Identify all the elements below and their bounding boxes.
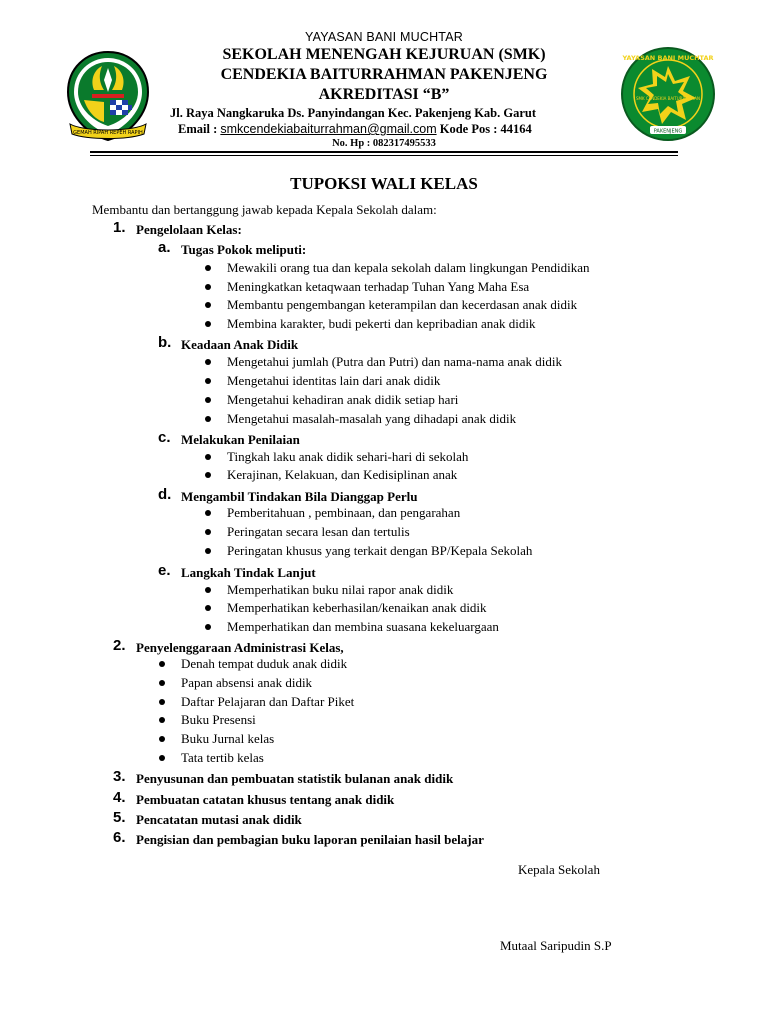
subsection-title: Keadaan Anak Didik xyxy=(181,337,299,352)
list-item: Papan absensi anak didik xyxy=(181,675,313,690)
logo-right-ring-text: YAYASAN BANI MUCHTAR xyxy=(622,54,714,62)
list-item: Pemberitahuan , pembinaan, dan pengarahan xyxy=(227,505,461,520)
subsection-letter: a. xyxy=(158,239,171,256)
section-number: 5. xyxy=(113,809,126,826)
section-title: Pengisian dan pembagian buku laporan penilaian hasil belajar xyxy=(136,832,484,847)
signature-role: Kepala Sekolah xyxy=(518,862,600,877)
bullet-icon xyxy=(205,284,211,290)
list-item: Memperhatikan keberhasilan/kenaikan anak didik xyxy=(227,600,487,615)
subsection-letter: d. xyxy=(158,486,172,503)
list-item: Peringatan secara lesan dan tertulis xyxy=(227,524,410,539)
bullet-icon xyxy=(205,454,211,460)
document-intro: Membantu dan bertanggung jawab kepada Kepala Sekolah dalam: xyxy=(92,202,437,217)
list-item: Peringatan khusus yang terkait dengan BP/Kepala Sekolah xyxy=(227,543,533,558)
subsection-letter: b. xyxy=(158,334,172,351)
section-number: 6. xyxy=(113,829,126,846)
bullet-icon xyxy=(205,548,211,554)
section-number: 1. xyxy=(113,219,126,236)
subsection-title: Melakukan Penilaian xyxy=(181,432,300,447)
list-item: Meningkatkan ketaqwaan terhadap Tuhan Yang Maha Esa xyxy=(227,279,530,294)
bullet-icon xyxy=(205,605,211,611)
bullet-icon xyxy=(159,755,165,761)
section-number: 3. xyxy=(113,768,126,785)
bullet-icon xyxy=(205,321,211,327)
list-item: Mengetahui identitas lain dari anak didik xyxy=(227,373,441,388)
bullet-icon xyxy=(205,265,211,271)
contact-line xyxy=(178,122,532,137)
bullet-icon xyxy=(205,587,211,593)
phone-number: No. Hp : 082317495533 xyxy=(332,138,436,149)
document-title: TUPOKSI WALI KELAS xyxy=(290,174,478,193)
school-type: SEKOLAH MENENGAH KEJURUAN (SMK) xyxy=(222,46,546,63)
bullet-icon xyxy=(205,510,211,516)
section-title: Penyusunan dan pembuatan statistik bulanan anak didik xyxy=(136,771,454,786)
list-item: Mewakili orang tua dan kepala sekolah dalam lingkungan Pendidikan xyxy=(227,260,590,275)
bullet-icon xyxy=(205,416,211,422)
list-item: Membantu pengembangan keterampilan dan kecerdasan anak didik xyxy=(227,297,578,312)
bullet-icon xyxy=(205,397,211,403)
subsection-title: Langkah Tindak Lanjut xyxy=(181,565,316,580)
school-name: CENDEKIA BAITURRAHMAN PAKENJENG xyxy=(220,66,548,83)
email-label: Email : xyxy=(178,122,218,136)
signature-name: Mutaal Saripudin S.P xyxy=(500,938,612,953)
bullet-icon xyxy=(205,378,211,384)
bullet-icon xyxy=(205,624,211,630)
section-title: Penyelenggaraan Administrasi Kelas, xyxy=(136,640,344,655)
subsection-title: Mengambil Tindakan Bila Dianggap Perlu xyxy=(181,489,418,504)
foundation-name: YAYASAN BANI MUCHTAR xyxy=(305,30,463,44)
list-item: Tingkah laku anak didik sehari-hari di sekolah xyxy=(227,449,469,464)
list-item: Mengetahui jumlah (Putra dan Putri) dan nama-nama anak didik xyxy=(227,354,563,369)
list-item: Memperhatikan buku nilai rapor anak didik xyxy=(227,582,454,597)
logo-right-ribbon: PAKENJENG xyxy=(653,128,683,135)
bullet-icon xyxy=(205,529,211,535)
subsection-letter: c. xyxy=(158,429,171,446)
bullet-icon xyxy=(159,661,165,667)
list-item: Mengetahui kehadiran anak didik setiap hari xyxy=(227,392,459,407)
school-address: Jl. Raya Nangkaruka Ds. Panyindangan Kec. Pakenjeng Kab. Garut xyxy=(170,106,537,120)
list-item: Memperhatikan dan membina suasana kekeluargaan xyxy=(227,619,499,634)
section-title: Pengelolaan Kelas: xyxy=(136,222,242,237)
bullet-icon xyxy=(205,302,211,308)
subsection-letter: e. xyxy=(158,562,171,579)
subsection-title: Tugas Pokok meliputi: xyxy=(181,242,307,257)
bullet-icon xyxy=(205,472,211,478)
list-item: Membina karakter, budi pekerti dan kepribadian anak didik xyxy=(227,316,536,331)
list-item: Kerajinan, Kelakuan, dan Kedisiplinan anak xyxy=(227,467,458,482)
section-number: 2. xyxy=(113,637,126,654)
bullet-icon xyxy=(159,699,165,705)
bullet-icon xyxy=(205,359,211,365)
section-title: Pembuatan catatan khusus tentang anak didik xyxy=(136,792,395,807)
email-link[interactable]: smkcendekiabaiturrahman@gmail.com xyxy=(220,122,437,136)
bullet-icon xyxy=(159,717,165,723)
logo-right-inner-text: SMK CENDEKIA BAITURRAHMAN xyxy=(636,96,700,101)
bullet-icon xyxy=(159,680,165,686)
list-item: Tata tertib kelas xyxy=(181,750,264,765)
accreditation: AKREDITASI “B” xyxy=(318,86,450,103)
section-number: 4. xyxy=(113,789,126,806)
header-divider-thin xyxy=(90,155,678,156)
section-title: Pencatatan mutasi anak didik xyxy=(136,812,302,827)
bullet-icon xyxy=(159,736,165,742)
list-item: Mengetahui masalah-masalah yang dihadapi anak didik xyxy=(227,411,517,426)
list-item: Buku Jurnal kelas xyxy=(181,731,275,746)
list-item: Denah tempat duduk anak didik xyxy=(181,656,348,671)
postcode: Kode Pos : 44164 xyxy=(439,122,532,136)
list-item: Buku Presensi xyxy=(181,712,256,727)
list-item: Daftar Pelajaran dan Daftar Piket xyxy=(181,694,355,709)
logo-left-ribbon: GEMAH RIPAH REPEH RAPIH xyxy=(73,130,143,136)
header-divider-thick xyxy=(90,151,678,153)
